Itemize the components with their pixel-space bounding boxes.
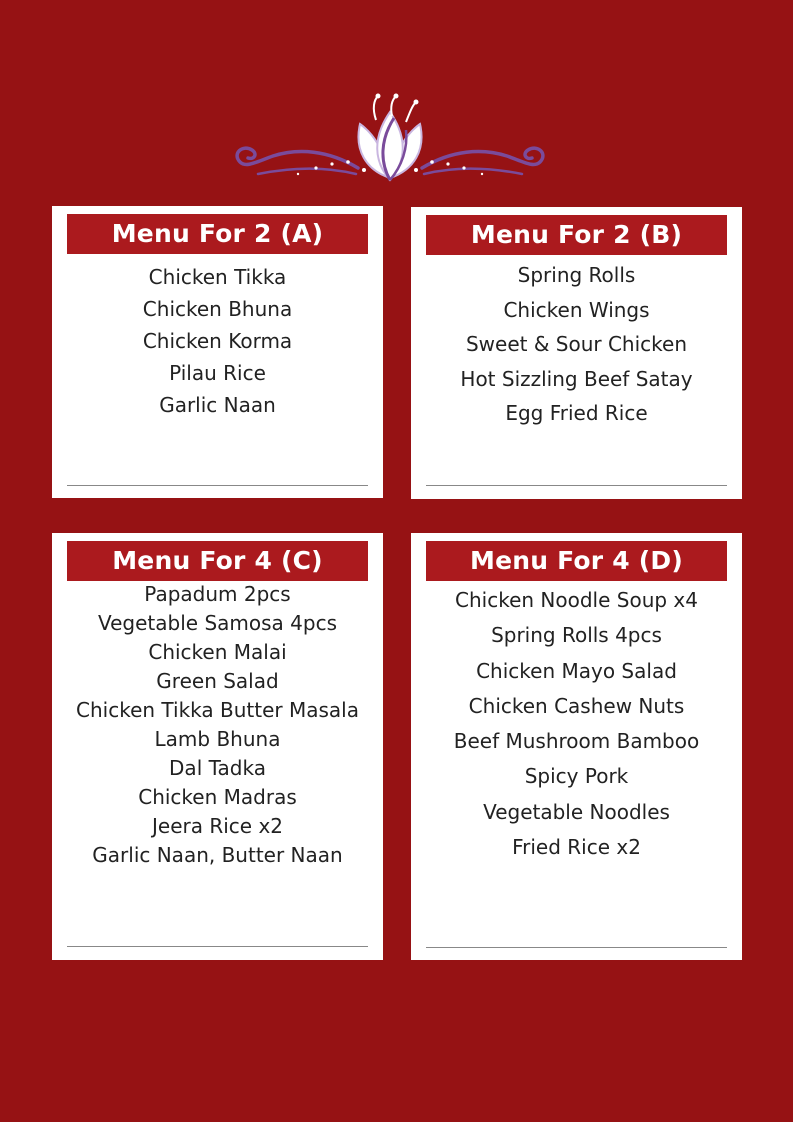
menu-item: Papadum 2pcs [144,582,291,606]
menu-item: Spring Rolls 4pcs [491,623,662,648]
menu-item: Pilau Rice [169,361,266,385]
menu-item: Fried Rice x2 [512,835,641,860]
menu-item: Chicken Mayo Salad [476,658,677,683]
menu-item: Chicken Noodle Soup x4 [455,588,698,612]
menu-item: Chicken Madras [138,785,297,809]
menu-item: Green Salad [156,669,279,693]
menu-title-c: Menu For 4 (C) [67,541,368,581]
menu-item: Chicken Malai [148,640,287,664]
menu-item: Vegetable Noodles [483,799,670,824]
menu-item: Chicken Tikka Butter Masala [76,698,359,722]
menu-items-c [62,580,373,870]
menu-item: Vegetable Samosa 4pcs [98,611,337,635]
menu-item: Chicken Cashew Nuts [468,693,685,718]
menu-title-d: Menu For 4 (D) [426,541,727,581]
lotus-flourish-icon [228,90,552,186]
menu-item: Sweet & Sour Chicken [465,332,688,356]
menu-item: Chicken Wings [503,297,650,322]
menu-item: Spicy Pork [524,764,629,789]
menu-card-c [52,533,383,960]
menu-item: Chicken Korma [142,329,293,353]
menu-item: Lamb Bhuna [154,727,281,751]
menu-card-d [411,533,742,960]
menu-item: Spring Rolls [517,263,636,287]
divider [426,485,727,486]
menu-item: Dal Tadka [169,756,266,780]
menu-item: Hot Sizzling Beef Satay [460,366,693,391]
menu-card-b [411,207,742,499]
menu-item: Garlic Naan, Butter Naan [92,843,343,867]
divider [67,946,368,947]
menu-item: Egg Fried Rice [505,401,648,425]
menu-item: Jeera Rice x2 [151,814,283,838]
menu-card-a [52,206,383,498]
menu-title-b: Menu For 2 (B) [426,215,727,255]
menu-items-d [421,583,732,865]
menu-items-b [421,258,732,431]
menu-item: Chicken Bhuna [142,297,293,321]
divider [426,947,727,948]
divider [67,485,368,486]
menu-items-a [62,261,373,421]
menu-item: Garlic Naan [159,393,276,417]
menu-item: Chicken Tikka [148,265,287,289]
menu-title-a: Menu For 2 (A) [67,214,368,254]
menu-item: Beef Mushroom Bamboo [453,729,700,754]
